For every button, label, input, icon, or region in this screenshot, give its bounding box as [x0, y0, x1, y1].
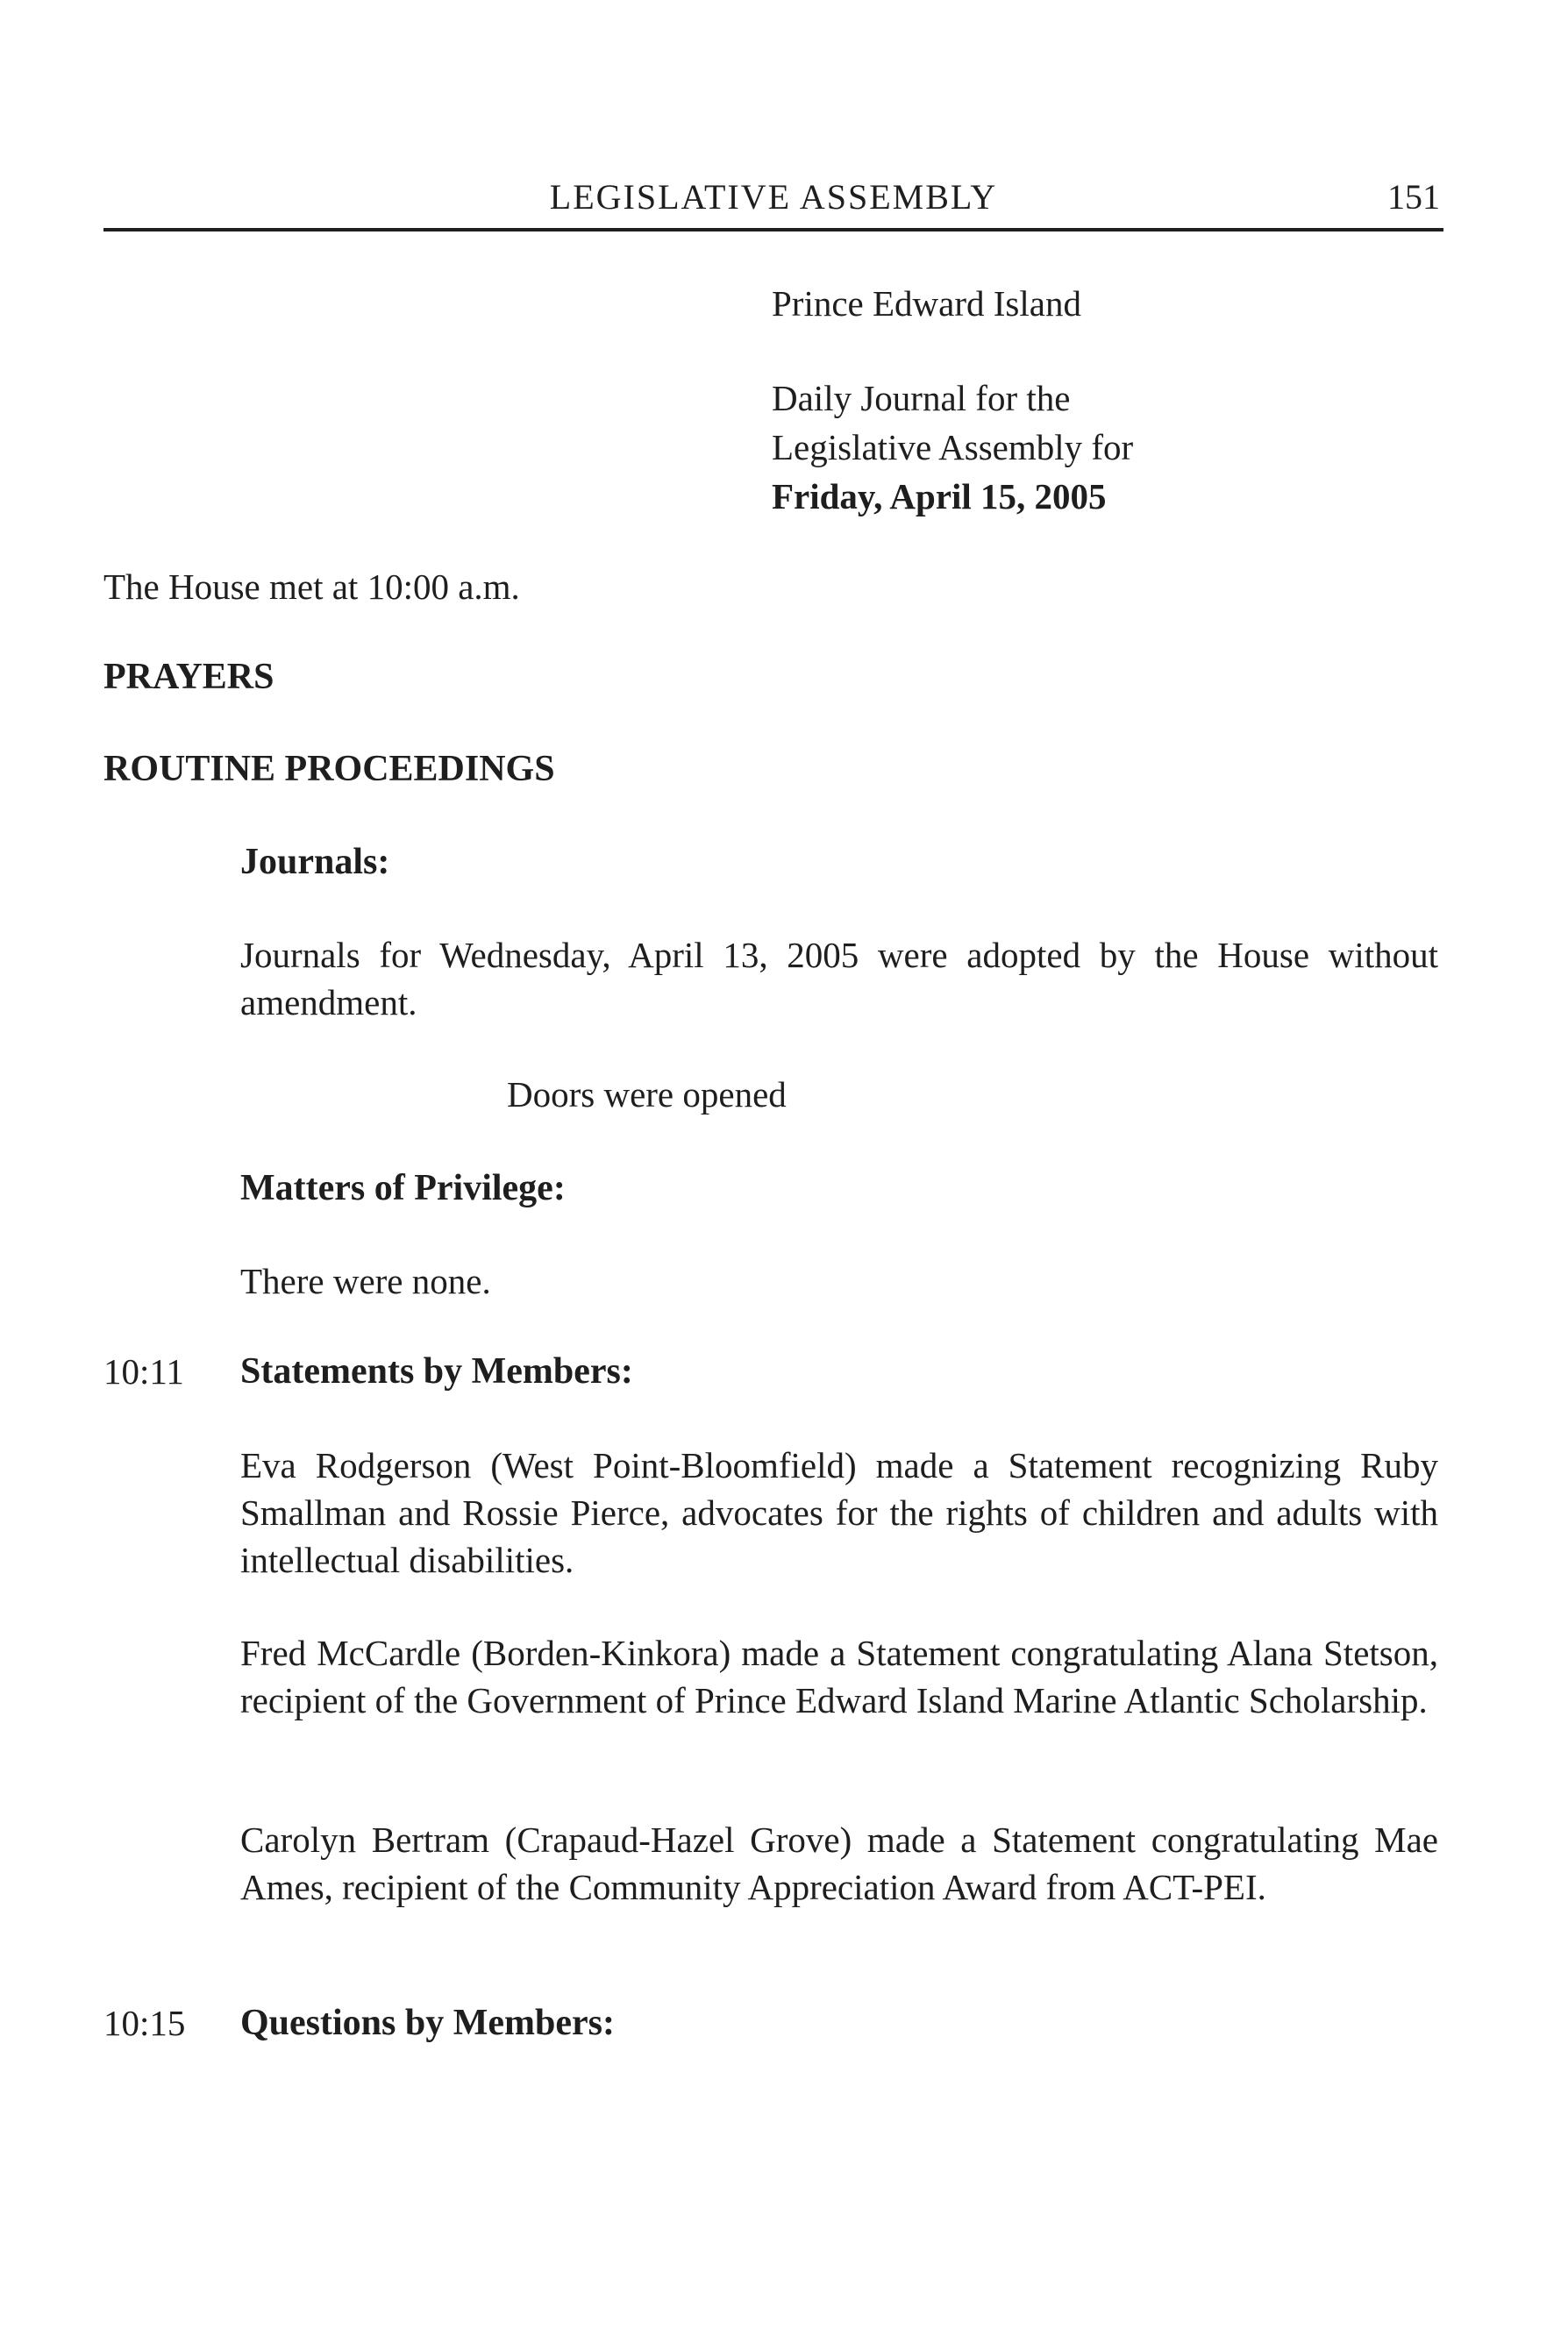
running-title: LEGISLATIVE ASSEMBLY: [549, 177, 998, 217]
privilege-heading: Matters of Privilege:: [240, 1168, 566, 1208]
statements-time: 10:11: [103, 1351, 184, 1392]
journals-heading: Journals:: [240, 842, 390, 882]
journals-text: Journals for Wednesday, April 13, 2005 were adopted by the House without amendment.: [240, 935, 1438, 1022]
page-number: 151: [1387, 177, 1440, 217]
journal-title-line-2: Legislative Assembly for: [772, 427, 1134, 467]
running-header: [103, 175, 1443, 231]
masthead: [772, 279, 1456, 521]
questions-time: 10:15: [103, 2003, 186, 2043]
questions-heading: Questions by Members:: [240, 2003, 615, 2043]
journal-date: Friday, April 15, 2005: [772, 476, 1107, 516]
statements-heading: Statements by Members:: [240, 1351, 633, 1392]
journal-title-line-1: Daily Journal for the: [772, 378, 1071, 418]
province-name: Prince Edward Island: [772, 283, 1081, 324]
prayers-heading: PRAYERS: [103, 657, 274, 697]
doors-opened-text: Doors were opened: [507, 1074, 787, 1115]
routine-proceedings-heading: ROUTINE PROCEEDINGS: [103, 749, 555, 789]
statement-item: Carolyn Bertram (Crapaud-Hazel Grove) made a Statement congratulating Mae Ames, recipient of the Community Appreciation Award from ACT-PEI.: [240, 1820, 1438, 1907]
statement-item: Eva Rodgerson (West Point-Bloomfield) made a Statement recognizing Ruby Smallman and Rossie Pierce, advocates for the rights of children and adults with intellectual disabilities.: [240, 1445, 1438, 1580]
statement-item: Fred McCardle (Borden-Kinkora) made a Statement congratulating Alana Stetson, recipient of the Government of Prince Edward Island Marine Atlantic Scholarship.: [240, 1633, 1438, 1720]
house-met-text: The House met at 10:00 a.m.: [103, 566, 520, 607]
privilege-text: There were none.: [240, 1261, 491, 1301]
